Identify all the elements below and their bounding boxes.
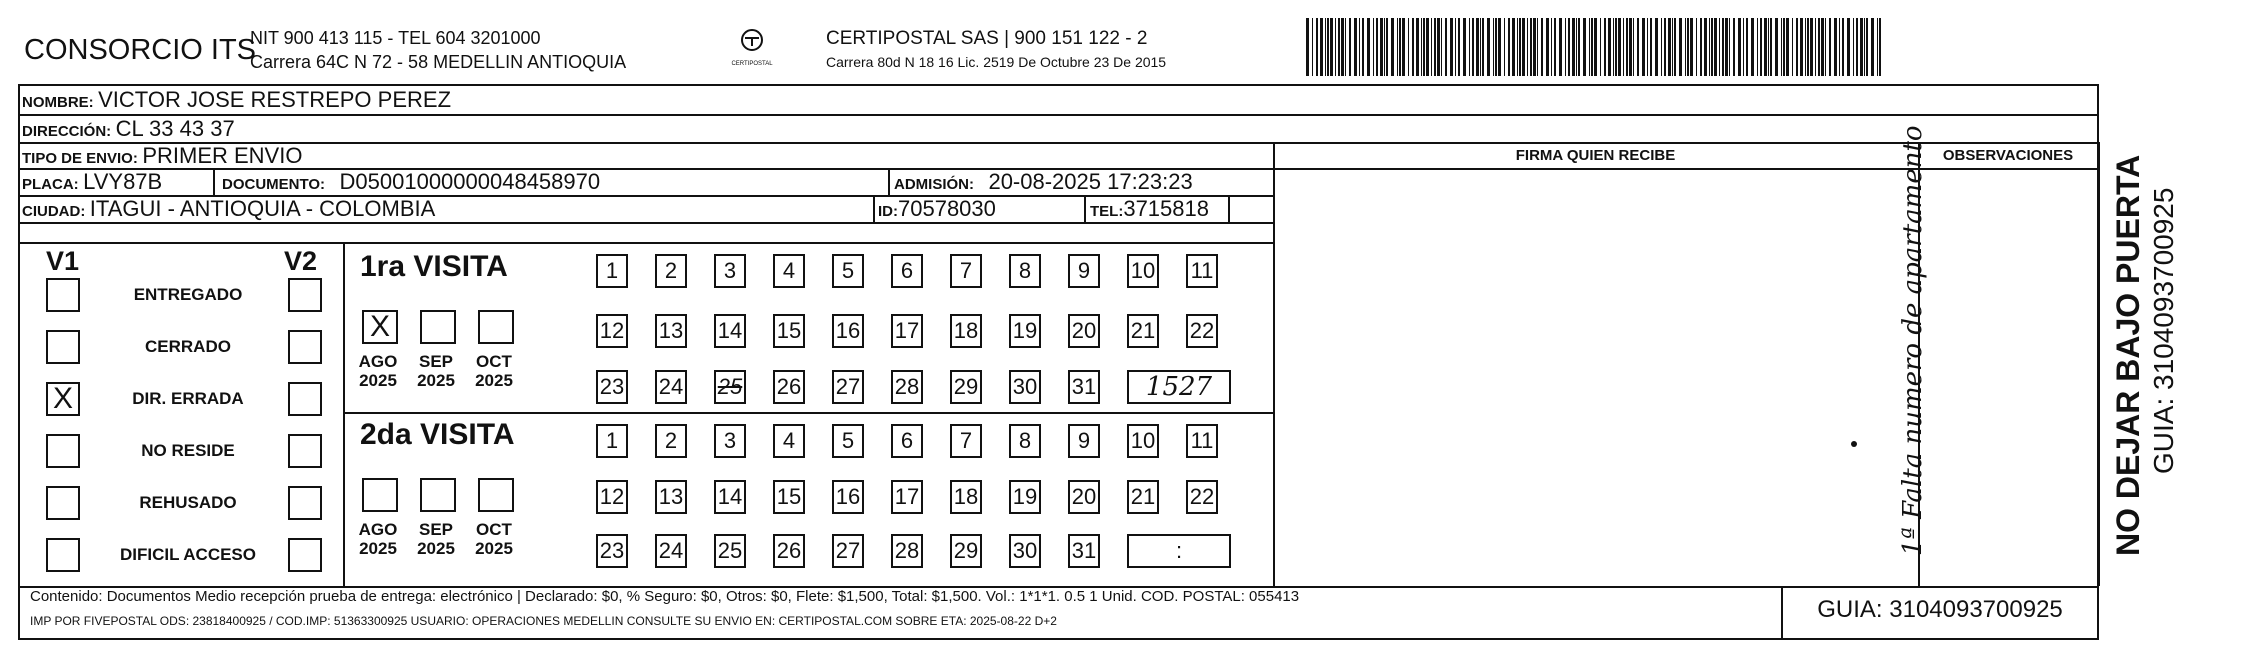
barcode-bar (1629, 18, 1632, 76)
day-box[interactable]: 2 (655, 254, 687, 288)
barcode-bar (1546, 18, 1549, 76)
barcode-bar (1312, 18, 1313, 76)
barcode-bar (1781, 18, 1782, 76)
day-box[interactable]: 20 (1068, 314, 1100, 348)
status-option-label: DIR. ERRADA (132, 389, 244, 408)
barcode-bar (1330, 18, 1333, 76)
barcode-bar (1700, 18, 1702, 76)
barcode-bar (1559, 18, 1562, 76)
barcode-bar (1354, 18, 1357, 76)
barcode-bar (1608, 18, 1611, 76)
barcode-bar (1696, 18, 1697, 76)
day-box[interactable]: 29 (950, 534, 982, 568)
day-box[interactable]: 18 (950, 480, 982, 514)
barcode-bar (1792, 18, 1793, 76)
month-checkbox[interactable] (478, 310, 514, 344)
tipo-value: PRIMER ENVIO (142, 143, 303, 168)
day-box[interactable]: 23 (596, 370, 628, 404)
day-box[interactable]: 6 (891, 254, 923, 288)
barcode-bar (1711, 18, 1713, 76)
barcode-bar (1746, 18, 1748, 76)
barcode-bar (1877, 18, 1878, 76)
barcode-bar (1661, 18, 1662, 76)
barcode-bar (1626, 18, 1628, 76)
placa-label: PLACA: (22, 176, 79, 193)
status-option-label: ENTREGADO (133, 285, 243, 304)
barcode-bar (1320, 18, 1323, 76)
barcode-bar (1637, 18, 1639, 76)
month-checkbox[interactable] (420, 310, 456, 344)
month-label: SEP 2025 (417, 352, 455, 390)
month-checkbox[interactable]: X (362, 310, 398, 344)
company-name: CONSORCIO ITS (24, 34, 257, 66)
barcode-bar (1445, 18, 1447, 76)
day-box[interactable]: 9 (1068, 254, 1100, 288)
day-box[interactable]: 29 (950, 370, 982, 404)
certipostal-line: CERTIPOSTAL SAS | 900 151 122 - 2 (826, 28, 1148, 49)
barcode-bar (1527, 18, 1528, 76)
barcode-bar (1583, 18, 1586, 76)
day-box[interactable]: 16 (832, 314, 864, 348)
barcode-bar (1345, 18, 1346, 76)
v1-label: V1 (46, 246, 80, 276)
barcode-bar (1504, 18, 1505, 76)
barcode-bar (1687, 18, 1689, 76)
barcode-bar (1764, 18, 1767, 76)
day-box[interactable]: 31 (1068, 534, 1100, 568)
day-box[interactable]: 21 (1127, 480, 1159, 514)
v1-checkbox[interactable] (46, 330, 80, 364)
barcode-bar (1866, 18, 1868, 76)
barcode-bar (1335, 18, 1336, 76)
barcode-bar (1493, 18, 1494, 76)
barcode-bar (1768, 18, 1769, 76)
barcode-bar (1679, 18, 1682, 76)
barcode-bar (1690, 18, 1693, 76)
status-option-label: REHUSADO (139, 493, 237, 512)
day-box[interactable]: 7 (950, 424, 982, 458)
day-box[interactable]: 27 (832, 370, 864, 404)
barcode-bar (1450, 18, 1453, 76)
logo-caption: CERTIPOSTAL (731, 61, 773, 67)
day-box[interactable]: 1 (596, 424, 628, 458)
barcode-bar (1565, 18, 1566, 76)
day-box[interactable]: 31 (1068, 370, 1100, 404)
v2-checkbox[interactable] (288, 278, 322, 312)
barcode-bar (1397, 18, 1398, 76)
tel-value: 3715818 (1123, 196, 1209, 221)
day-box[interactable]: 13 (655, 314, 687, 348)
direccion-row (22, 115, 235, 143)
barcode-bar (1743, 18, 1744, 76)
barcode-bar (1834, 18, 1837, 76)
barcode-bar (1604, 18, 1606, 76)
barcode-bar (1402, 18, 1405, 76)
address-line: Carrera 64C N 72 - 58 MEDELLIN ANTIOQUIA (250, 52, 627, 72)
barcode-bar (1847, 18, 1850, 76)
month-label: AGO 2025 (358, 520, 398, 558)
barcode-bar (1668, 18, 1671, 76)
v2-checkbox[interactable] (288, 538, 322, 572)
barcode-bar (1722, 18, 1724, 76)
barcode-bar (1618, 18, 1621, 76)
barcode-bar (1674, 18, 1676, 76)
tel-row (1090, 195, 1209, 223)
v2-label: V2 (284, 246, 318, 276)
day-box[interactable]: 9 (1068, 424, 1100, 458)
barcode-bar (1367, 18, 1370, 76)
barcode-bar (1434, 18, 1436, 76)
barcode-bar (1416, 18, 1419, 76)
firma-header: FIRMA QUIEN RECIBE (1515, 147, 1676, 164)
barcode-bar (1807, 18, 1809, 76)
day-box[interactable]: 1 (596, 254, 628, 288)
first-visit-title: 1ra VISITA (360, 250, 508, 283)
v2-checkbox[interactable] (288, 434, 322, 468)
ciudad-row (22, 195, 435, 223)
barcode-bar (1709, 18, 1710, 76)
barcode-bar (1672, 18, 1673, 76)
barcode-bar (1615, 18, 1617, 76)
barcode-bar (1533, 18, 1536, 76)
barcode-bar (1829, 18, 1831, 76)
month-checkbox[interactable] (362, 478, 398, 512)
status-option-label: CERRADO (145, 337, 231, 356)
v2-checkbox[interactable] (288, 382, 322, 416)
barcode-bar (1704, 18, 1707, 76)
barcode-bar (1856, 18, 1858, 76)
barcode-bar (1472, 18, 1474, 76)
direccion-value: CL 33 43 37 (115, 116, 235, 141)
barcode-bar (1498, 18, 1501, 76)
barcode-bar (1316, 18, 1318, 76)
barcode-bar (1786, 18, 1789, 76)
certipostal-logo (722, 28, 782, 74)
barcode-bar (1421, 18, 1422, 76)
v1-checkbox[interactable] (46, 538, 80, 572)
day-box[interactable]: 8 (1009, 254, 1041, 288)
id-value: 70578030 (898, 196, 996, 221)
barcode-bar (1655, 18, 1658, 76)
ciudad-label: CIUDAD: (22, 203, 86, 220)
barcode-bar (1482, 18, 1484, 76)
day-box[interactable]: 8 (1009, 424, 1041, 458)
day-box[interactable]: 19 (1009, 480, 1041, 514)
barcode-bar (1349, 18, 1351, 76)
barcode-bar (1541, 18, 1543, 76)
barcode (1306, 18, 1886, 76)
barcode-bar (1373, 18, 1374, 76)
barcode-bar (1864, 18, 1865, 76)
month-checkbox[interactable] (478, 478, 514, 512)
day-box[interactable]: 17 (891, 314, 923, 348)
status-option-label: NO RESIDE (141, 441, 235, 460)
day-box[interactable]: 18 (950, 314, 982, 348)
documento-value: D05001000000048458970 (339, 169, 601, 194)
barcode-bar (1578, 18, 1580, 76)
barcode-bar (1591, 18, 1593, 76)
day-box[interactable]: 11 (1186, 254, 1218, 288)
day-box[interactable]: 19 (1009, 314, 1041, 348)
barcode-bar (1530, 18, 1532, 76)
barcode-bar (1576, 18, 1577, 76)
status-option-label: DIFICIL ACCESO (119, 545, 256, 564)
barcode-bar (1760, 18, 1762, 76)
barcode-bar (1719, 18, 1720, 76)
barcode-bar (1463, 18, 1466, 76)
observaciones-note: 1ª Falta numero de apartamento (1898, 125, 1928, 556)
month-label: SEP 2025 (417, 520, 455, 558)
placa-value: LVY87B (83, 169, 163, 194)
day-box[interactable]: 22 (1186, 314, 1218, 348)
day-box[interactable]: 16 (832, 480, 864, 514)
barcode-bar (1522, 18, 1525, 76)
placa-row (22, 168, 162, 196)
footer-line-2: IMP POR FIVEPOSTAL ODS: 23818400925 / COD.IMP: 51363300925 USUARIO: OPERACIONES MEDELLIN CONSULTE SU ENVIO EN: CERTIPOSTAL.COM SOBRE ETA: 2025-08-22 D+2 (30, 614, 1057, 628)
nombre-value: VICTOR JOSE RESTREPO PEREZ (98, 87, 452, 112)
barcode-bar (1431, 18, 1432, 76)
day-box[interactable]: 4 (773, 424, 805, 458)
barcode-bar (1508, 18, 1510, 76)
tipo-row (22, 142, 302, 170)
barcode-bar (1815, 18, 1816, 76)
barcode-bar (1327, 18, 1329, 76)
day-box[interactable]: 12 (596, 480, 628, 514)
barcode-bar (1613, 18, 1614, 76)
day-box[interactable]: 23 (596, 534, 628, 568)
documento-row (222, 168, 600, 196)
footer-line-1: Contenido: Documentos Medio recepción prueba de entrega: electrónico | Declarado: $0, % Seguro: $0, Otros: $0, Flete: $1,500, Total: $1,500. Vol.: 1*1*1. 0.5 1 Unid. COD. POSTAL: 055413 (30, 588, 1300, 605)
v1-checkbox[interactable] (46, 278, 80, 312)
barcode-bar (1623, 18, 1624, 76)
barcode-bar (1818, 18, 1820, 76)
day-box[interactable]: 26 (773, 534, 805, 568)
admision-row (894, 168, 1193, 196)
barcode-bar (1647, 18, 1648, 76)
barcode-bar (1796, 18, 1798, 76)
barcode-bar (1725, 18, 1728, 76)
barcode-bar (1685, 18, 1686, 76)
barcode-bar (1391, 18, 1394, 76)
barcode-bar (1839, 18, 1840, 76)
barcode-bar (1825, 18, 1826, 76)
footer-guia: GUIA: 3104093700925 (1817, 596, 2063, 623)
barcode-bar (1512, 18, 1515, 76)
day-box[interactable]: 30 (1009, 534, 1041, 568)
observaciones-header: OBSERVACIONES (1942, 147, 2074, 164)
barcode-bar (1338, 18, 1340, 76)
barcode-bar (1480, 18, 1481, 76)
day-box[interactable]: 4 (773, 254, 805, 288)
barcode-bar (1554, 18, 1556, 76)
day-box[interactable]: 12 (596, 314, 628, 348)
barcode-bar (1423, 18, 1425, 76)
barcode-bar (1871, 18, 1874, 76)
barcode-bar (1386, 18, 1388, 76)
barcode-bar (1879, 18, 1881, 76)
side-guia: GUIA: 3104093700925 (2148, 187, 2179, 474)
day-box[interactable]: 5 (832, 254, 864, 288)
barcode-bar (1729, 18, 1730, 76)
barcode-bar (1362, 18, 1364, 76)
admision-label: ADMISIÓN: (894, 176, 974, 193)
day-box[interactable]: 17 (891, 480, 923, 514)
tel-label: TEL: (1090, 203, 1124, 220)
v2-checkbox[interactable] (288, 330, 322, 364)
barcode-bar (1306, 18, 1309, 76)
barcode-bar (1664, 18, 1666, 76)
barcode-bar (1568, 18, 1570, 76)
day-box[interactable]: 26 (773, 370, 805, 404)
month-label: AGO 2025 (358, 352, 398, 390)
day-box[interactable]: 20 (1068, 480, 1100, 514)
day-box[interactable]: 10 (1127, 424, 1159, 458)
barcode-bar (1853, 18, 1854, 76)
id-label: ID: (878, 203, 898, 220)
nit-line: NIT 900 413 115 - TEL 604 3201000 (250, 28, 541, 48)
day-box[interactable]: 5 (832, 424, 864, 458)
logo-icon (737, 28, 767, 54)
barcode-bar (1770, 18, 1772, 76)
barcode-bar (1757, 18, 1758, 76)
license-line: Carrera 80d N 18 16 Lic. 2519 De Octubre 23 De 2015 (826, 54, 1167, 70)
day-box[interactable]: 28 (891, 370, 923, 404)
barcode-bar (1800, 18, 1803, 76)
barcode-bar (1860, 18, 1863, 76)
barcode-bar (1821, 18, 1824, 76)
barcode-bar (1408, 18, 1409, 76)
month-label: OCT 2025 (475, 520, 513, 558)
barcode-bar (1810, 18, 1813, 76)
v2-checkbox[interactable] (288, 486, 322, 520)
day-box[interactable]: 15 (773, 314, 805, 348)
barcode-bar (1783, 18, 1785, 76)
barcode-bar (1714, 18, 1717, 76)
barcode-bar (1412, 18, 1414, 76)
barcode-bar (1458, 18, 1460, 76)
day-box[interactable]: 11 (1186, 424, 1218, 458)
admision-value: 20-08-2025 17:23:23 (988, 169, 1193, 194)
day-box[interactable]: 14 (714, 480, 746, 514)
day-box[interactable]: 7 (950, 254, 982, 288)
barcode-bar (1650, 18, 1652, 76)
barcode-bar (1399, 18, 1401, 76)
barcode-bar (1476, 18, 1479, 76)
day-box[interactable]: 14 (714, 314, 746, 348)
v1-checkbox[interactable]: X (46, 382, 80, 416)
no-dejar-warning: NO DEJAR BAJO PUERTA (2110, 154, 2146, 556)
documento-label: DOCUMENTO: (222, 176, 326, 193)
time-box[interactable]: : (1127, 534, 1231, 568)
barcode-bar (1325, 18, 1326, 76)
barcode-bar (1589, 18, 1590, 76)
barcode-bar (1495, 18, 1497, 76)
barcode-bar (1517, 18, 1518, 76)
direccion-label: DIRECCIÓN: (22, 123, 112, 140)
ciudad-value: ITAGUI - ANTIOQUIA - COLOMBIA (89, 196, 436, 221)
barcode-bar (1572, 18, 1575, 76)
barcode-bar (1380, 18, 1383, 76)
barcode-bar (1600, 18, 1601, 76)
barcode-bar (1594, 18, 1597, 76)
time-box[interactable]: 1527 (1127, 370, 1231, 404)
second-visit-title: 2da VISITA (360, 418, 515, 451)
day-box[interactable]: 22 (1186, 480, 1218, 514)
day-box[interactable]: 28 (891, 534, 923, 568)
month-label: OCT 2025 (475, 352, 513, 390)
id-row (878, 195, 996, 223)
day-box[interactable]: 3 (714, 424, 746, 458)
day-box[interactable]: 27 (832, 534, 864, 568)
barcode-bar (1384, 18, 1385, 76)
day-box[interactable]: 15 (773, 480, 805, 514)
day-box[interactable]: 25 (714, 370, 746, 404)
barcode-bar (1775, 18, 1778, 76)
barcode-bar (1551, 18, 1552, 76)
barcode-bar (1537, 18, 1538, 76)
day-box[interactable]: 2 (655, 424, 687, 458)
barcode-bar (1738, 18, 1741, 76)
barcode-bar (1842, 18, 1844, 76)
barcode-bar (1441, 18, 1442, 76)
day-box[interactable]: 24 (655, 534, 687, 568)
signature-mark (1851, 441, 1857, 447)
barcode-bar (1376, 18, 1378, 76)
day-box[interactable]: 13 (655, 480, 687, 514)
barcode-bar (1633, 18, 1634, 76)
month-checkbox[interactable] (420, 478, 456, 512)
barcode-bar (1642, 18, 1645, 76)
tipo-label: TIPO DE ENVIO: (22, 150, 138, 167)
barcode-bar (1487, 18, 1490, 76)
barcode-bar (1341, 18, 1344, 76)
day-box[interactable]: 24 (655, 370, 687, 404)
day-box[interactable]: 10 (1127, 254, 1159, 288)
v1-checkbox[interactable] (46, 434, 80, 468)
day-box[interactable]: 30 (1009, 370, 1041, 404)
barcode-bar (1359, 18, 1360, 76)
day-box[interactable]: 3 (714, 254, 746, 288)
barcode-bar (1805, 18, 1806, 76)
day-box[interactable]: 25 (714, 534, 746, 568)
barcode-bar (1751, 18, 1754, 76)
barcode-bar (1437, 18, 1440, 76)
barcode-bar (1455, 18, 1456, 76)
v1-checkbox[interactable] (46, 486, 80, 520)
barcode-bar (1469, 18, 1470, 76)
barcode-bar (1426, 18, 1429, 76)
day-box[interactable]: 21 (1127, 314, 1159, 348)
barcode-bar (1733, 18, 1735, 76)
nombre-row (22, 86, 451, 114)
nombre-label: NOMBRE: (22, 94, 94, 111)
barcode-bar (1519, 18, 1521, 76)
day-box[interactable]: 6 (891, 424, 923, 458)
